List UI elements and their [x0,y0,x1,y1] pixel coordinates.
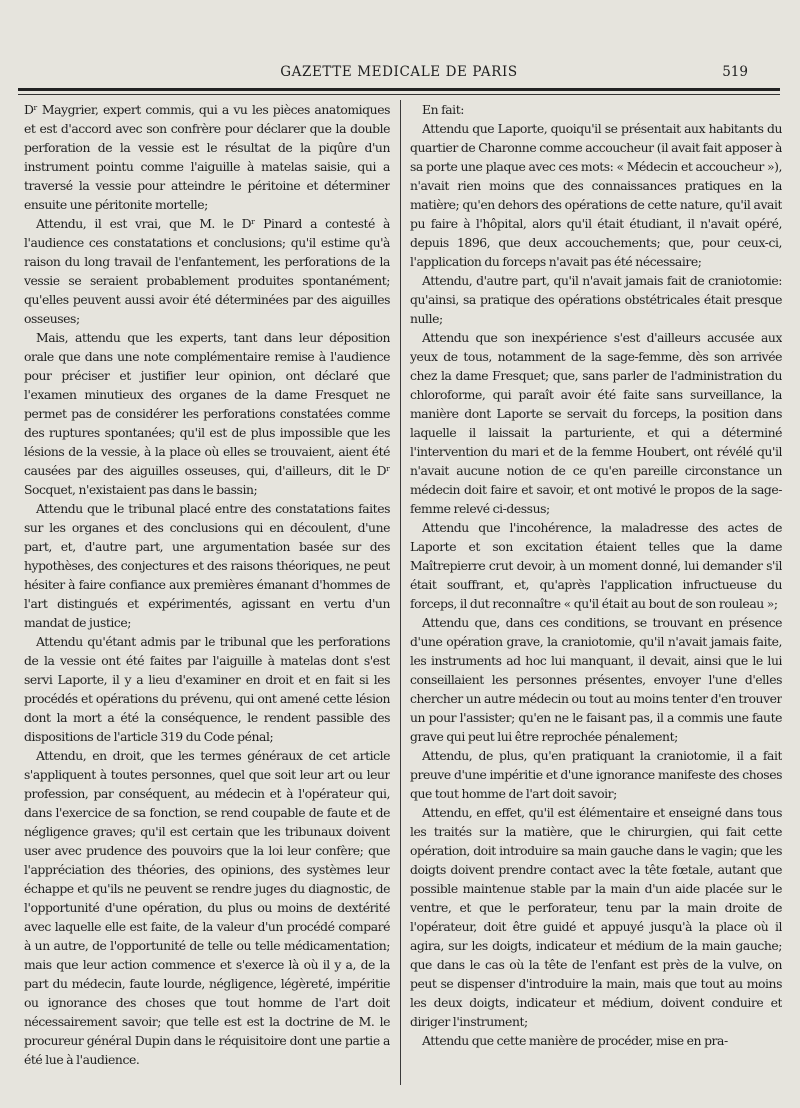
paragraph: Attendu qu'étant admis par le tribunal que les perforations de la vessie ont été faites par l'aiguille à matelas dont s'est servi Laporte, il y a lieu d'examiner en droit et en fait si les procédés et opérations du prévenu, qui ont amené cette lésion dont la mort a été la conséquence, le rendent passible des dispositions de l'article 319 du Code pénal; [24,634,390,744]
paragraph: Attendu, en droit, que les termes généraux de cet article s'appliquent à toutes personnes, quel que soit leur art ou leur profession, par conséquent, au médecin et à l'opérateur qui, dans l'exercice de sa fonction, se rend coupable de faute et de négligence graves; qu'il est certain que les tribunaux doivent user avec prudence des pouvoirs que la loi leur confère; que l'appréciation des théories, des opinions, des systèmes leur échappe et qu'ils ne peuvent se rendre juges du diagnostic, de l'opportunité d'une opération, du plus ou moins de dextérité avec laquelle elle est faite, de la valeur d'un procédé comparé à un autre, de l'opportunité de telle ou telle médicamentation; mais que leur action commence et s'exerce là où il y a, de la part du médecin, faute lourde, négligence, légèreté, impéritie ou ignorance des choses que tout homme de l'art doit nécessairement savoir; que telle est est la doctrine de M. le procureur général Dupin dans le réquisitoire dont une partie a été lue à l'audience. [24,748,390,1067]
paragraph: En fait: [422,102,464,117]
paragraph: Attendu que son inexpérience s'est d'ailleurs accusée aux yeux de tous, notamment de la sage-femme, dès son arrivée chez la dame Fresquet; que, sans parler de l'administration du chloroforme, qui paraît avoir été faite sans surveillance, la manière dont Laporte se servait du forceps, la position dans laquelle il laissait la parturiente, et qui a déterminé l'intervention du mari et de la femme Houbert, ont révélé qu'il n'avait aucune notion de ce qu'en pareille circonstance un médecin doit faire et savoir, et ont motivé le propos de la sage-femme relevé ci-dessus; [410,330,782,516]
paragraph: Attendu que, dans ces conditions, se trouvant en présence d'une opération grave, la craniotomie, qu'il n'avait jamais faite, les instruments ad hoc lui manquant, il devait, ainsi que le lui conseillaient les personnes présentes, envoyer l'une d'elles chercher un autre médecin ou tout au moins tenter d'en trouver un pour l'assister; qu'en ne le faisant pas, il a commis une faute grave qui peut lui être reprochée pénalement; [410,615,782,744]
paragraph: Mais, attendu que les experts, tant dans leur déposition orale que dans une note complémentaire remise à l'audience pour préciser et justifier leur opinion, ont déclaré que l'examen minutieux des organes de la dame Fresquet ne permet pas de considérer les perforations constatées comme des ruptures spontanées; qu'il est de plus impossible que les lésions de la vessie, à la place où elles se trouvaient, aient été causées par des aiguilles osseuses, qui, d'ailleurs, dit le Dʳ Socquet, n'existaient pas dans le bassin; [24,330,390,497]
running-head [20,62,778,86]
paragraph: Attendu, d'autre part, qu'il n'avait jamais fait de craniotomie: qu'ainsi, sa pratique des opérations obstétricales était presque nulle; [410,273,782,326]
header-rule-thick [18,88,780,91]
left-column [24,100,390,1090]
column-separator [400,100,401,1085]
page-number: 519 [722,64,748,80]
paragraph: Attendu que le tribunal placé entre des constatations faites sur les organes et des conclusions qui en découlent, d'une part, et, d'autre part, une argumentation basée sur des hypothèses, des conjectures et des raisons théoriques, ne peut hésiter à faire confiance aux premières émanant d'hommes de l'art distingués et expérimentés, agissant en vertu d'un mandat de justice; [24,501,390,630]
paragraph: Attendu que l'incohérence, la maladresse des actes de Laporte et son excitation étaient telles que la dame Maîtrepierre crut devoir, à un moment donné, lui demander s'il était souffrant, et, qu'après l'application infructueuse du forceps, il dut reconnaître « qu'il était au bout de son rouleau »; [410,520,782,611]
paragraph: Dʳ Maygrier, expert commis, qui a vu les pièces anatomiques et est d'accord avec son confrère pour déclarer que la double perforation de la vessie est le résultat de la piqûre d'un instrument pointu comme l'aiguille à matelas saisie, qui a traversé la vessie pour atteindre le péritoine et déterminer ensuite une péritonite mortelle; [24,102,390,212]
paragraph: Attendu, de plus, qu'en pratiquant la craniotomie, il a fait preuve d'une impéritie et d'une ignorance manifeste des choses que tout homme de l'art doit savoir; [410,748,782,801]
right-column [410,100,782,1090]
journal-title: GAZETTE MEDICALE DE PARIS [280,64,518,80]
paragraph: Attendu que Laporte, quoiqu'il se présentait aux habitants du quartier de Charonne comme accoucheur (il avait fait apposer à sa porte une plaque avec ces mots: « Médecin et accoucheur »), n'avait rien moins que des connaissances pratiques en la matière; qu'en dehors des opérations de cette nature, qu'il avait pu faire à l'hôpital, alors qu'il était étudiant, il n'avait opéré, depuis 1896, que deux accouchements; que, pour ceux-ci, l'application du forceps n'avait pas été nécessaire; [410,121,782,269]
header-rule-thin [18,94,780,95]
paragraph: Attendu, il est vrai, que M. le Dʳ Pinard a contesté à l'audience ces constatations et conclusions; qu'il estime qu'à raison du long travail de l'enfantement, les perforations de la vessie se seraient probablement produites spontanément; qu'elles peuvent aussi avoir été déterminées par des aiguilles osseuses; [24,216,390,326]
paragraph: Attendu que cette manière de procéder, mise en pra- [422,1033,728,1048]
paragraph: Attendu, en effet, qu'il est élémentaire et enseigné dans tous les traités sur la matière, que le chirurgien, qui fait cette opération, doit introduire sa main gauche dans le vagin; que les doigts doivent prendre contact avec la tête fœtale, autant que possible maintenue stable par la main d'un aide placée sur le ventre, et que le perforateur, tenu par la main droite de l'opérateur, doit être guidé et appuyé jusqu'à la place où il agira, sur les doigts, indicateur et médium de la main gauche; que dans le cas où la tête de l'enfant est près de la vulve, on peut se dispenser d'introduire la main, mais que tout au moins les deux doigts, indicateur et médium, doivent conduire et diriger l'instrument; [410,805,782,1029]
